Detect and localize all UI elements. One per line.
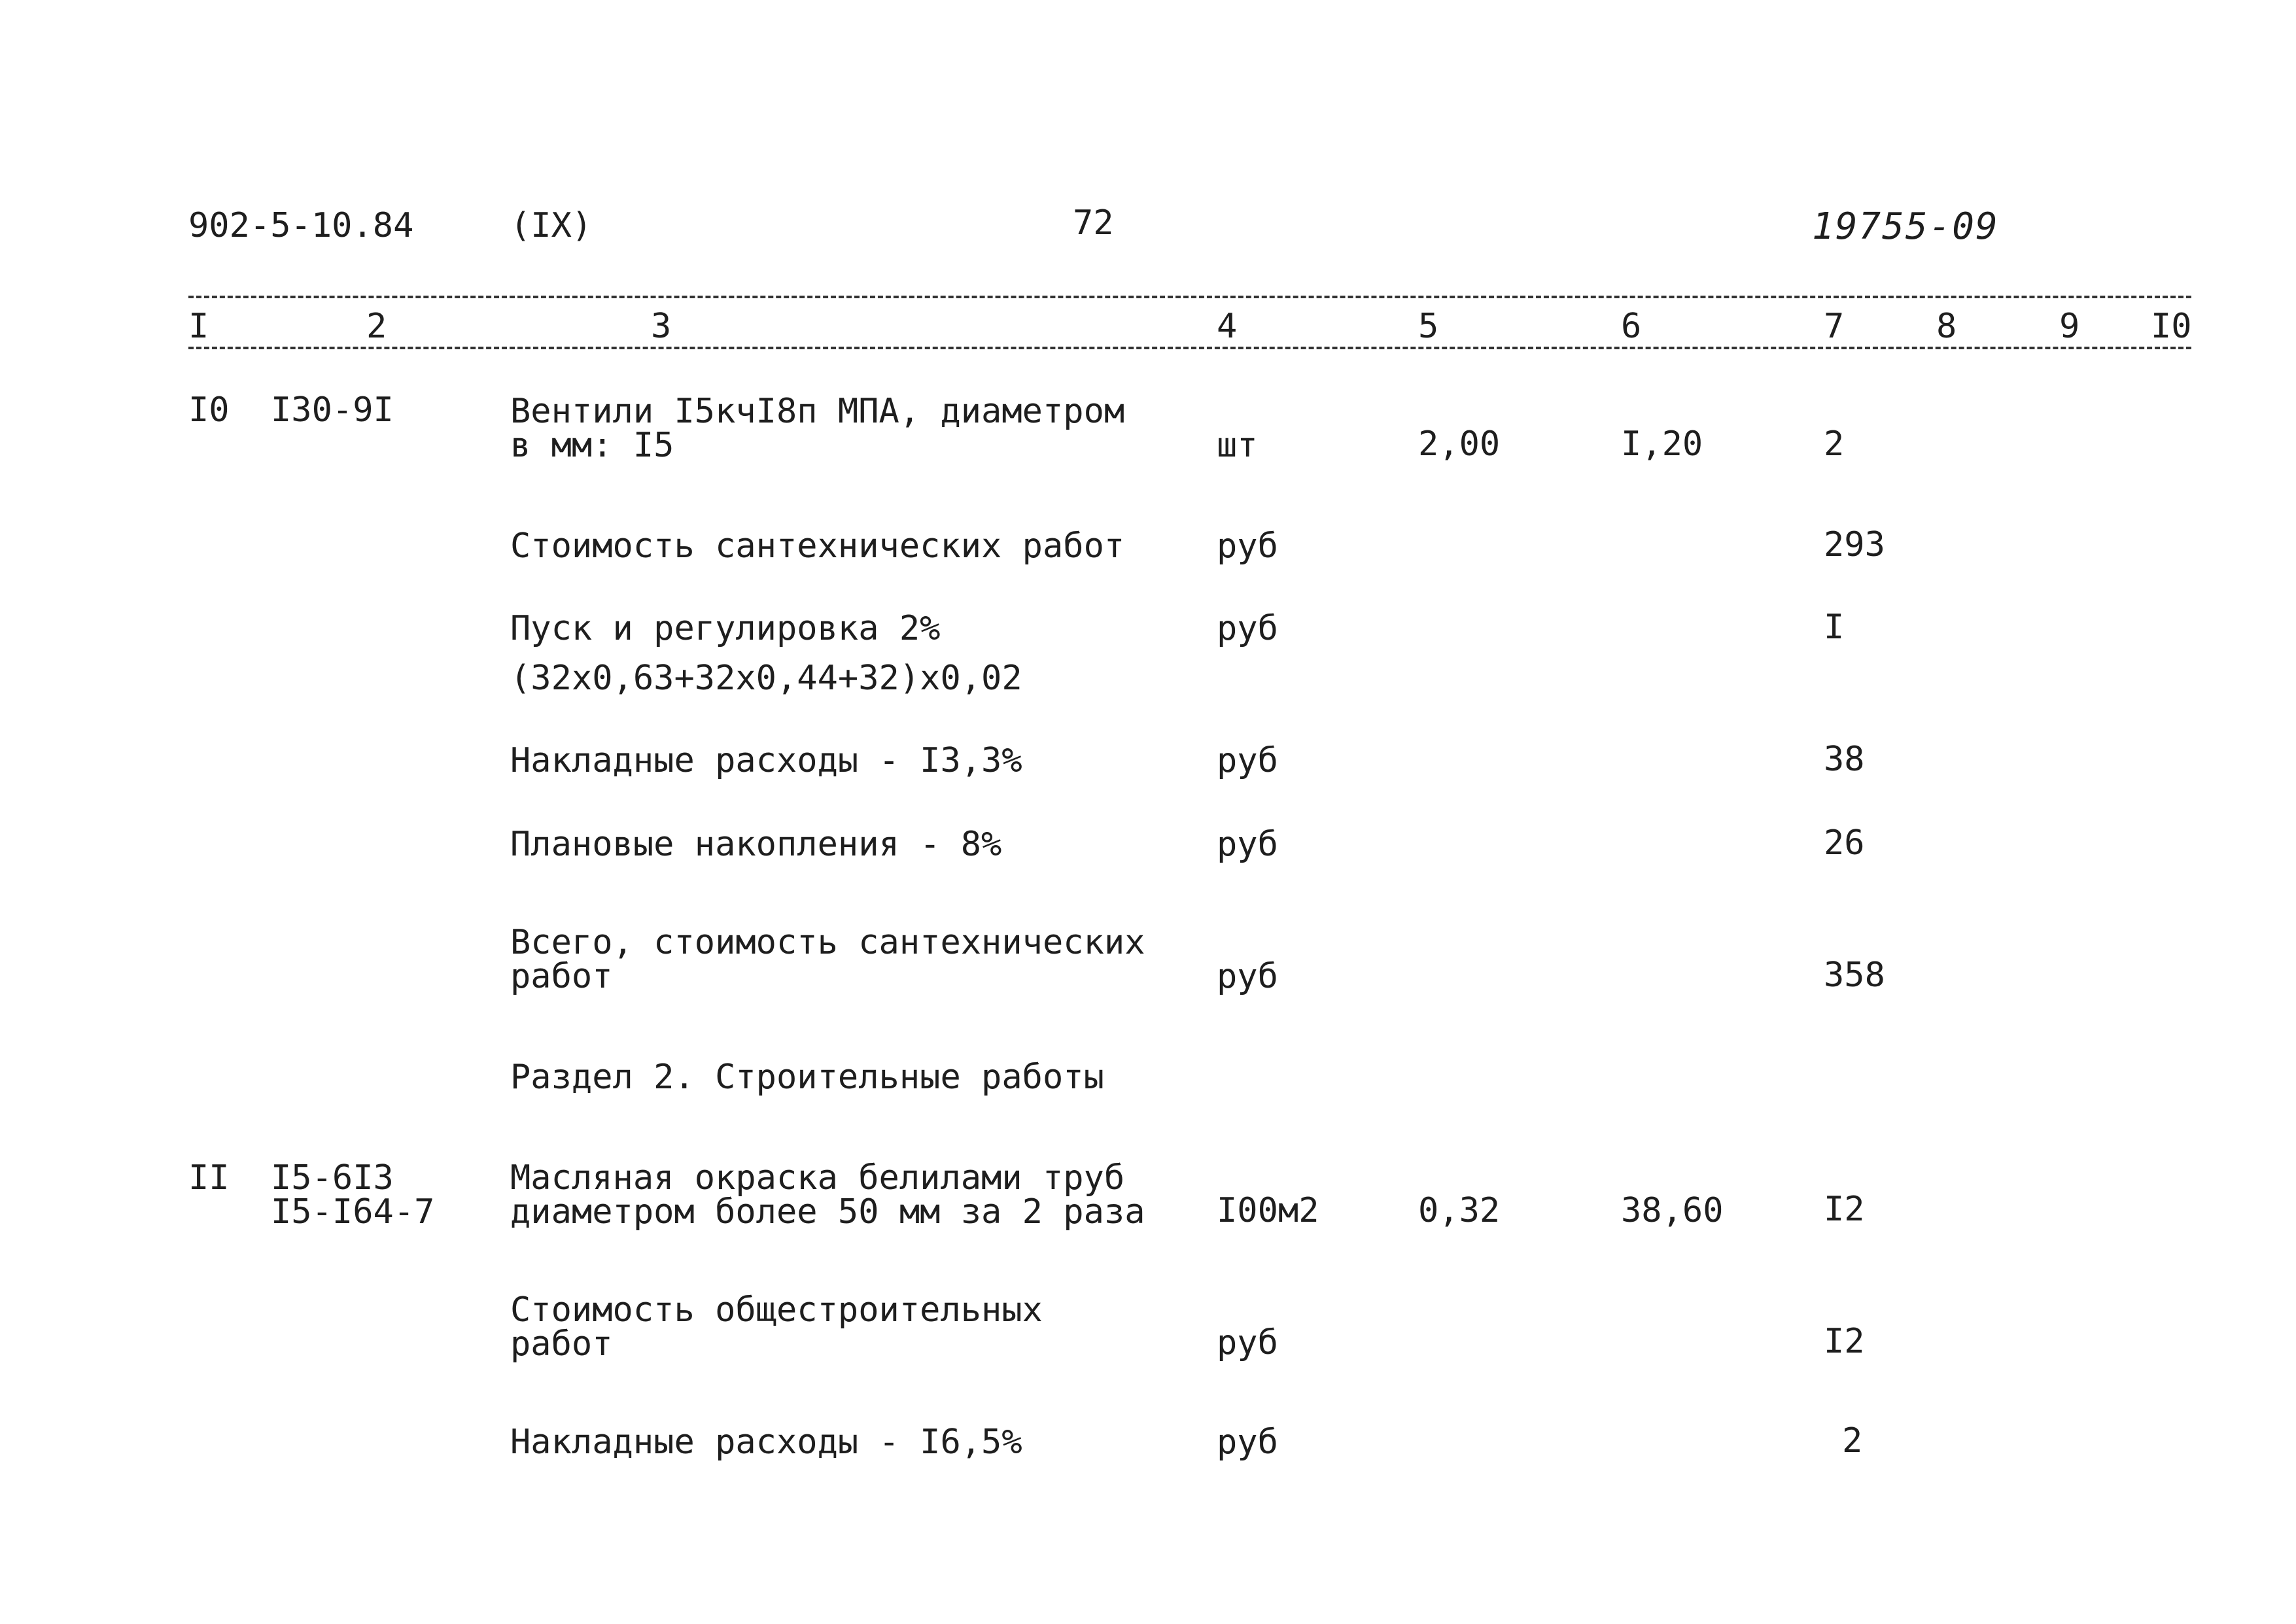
row-quantity: 2,00	[1418, 424, 1501, 464]
row-unit: руб	[1217, 1423, 1278, 1462]
row-name: Пуск и регулировка 2%	[510, 609, 941, 648]
col-header-9: 9	[2059, 307, 2080, 346]
row-name: Накладные расходы - I6,5%	[510, 1423, 1022, 1462]
row-unit-price: 38,60	[1621, 1191, 1724, 1230]
col-header-10: I0	[2151, 307, 2192, 346]
col-header-2: 2	[366, 307, 387, 346]
row-unit: руб	[1217, 1323, 1278, 1362]
row-name-cont: диаметром более 50 мм за 2 раза	[510, 1192, 1145, 1232]
archive-number: 19755-09	[1812, 205, 1999, 248]
row-total: 26	[1824, 823, 1865, 863]
col-header-7: 7	[1824, 307, 1845, 346]
col-header-8: 8	[1936, 307, 1957, 346]
row-total: I2	[1824, 1190, 1865, 1229]
row-unit: руб	[1217, 957, 1278, 996]
row-unit: I00м2	[1217, 1191, 1319, 1230]
section-label: (IX)	[510, 206, 593, 245]
row-total: I	[1824, 608, 1845, 647]
row-name: Плановые накопления - 8%	[510, 825, 1002, 864]
row-unit: шт	[1217, 426, 1258, 465]
row-unit: руб	[1217, 825, 1278, 864]
row-total: 38	[1824, 740, 1865, 779]
row-name: Накладные расходы - I3,3%	[510, 741, 1022, 780]
col-header-1: I	[188, 307, 209, 346]
row-name: Стоимость сантехнических работ	[510, 527, 1125, 566]
row-number: II	[188, 1158, 230, 1198]
row-code: I5-6I3	[271, 1158, 394, 1198]
header-top-rule	[188, 296, 2191, 298]
row-name-cont: (32х0,63+32х0,44+32)х0,02	[510, 659, 1022, 698]
row-name: Стоимость общестроительных	[510, 1290, 1043, 1330]
row-name-cont: работ	[510, 957, 613, 996]
row-total: 2	[1824, 424, 1845, 464]
row-name-cont: в мм: I5	[510, 426, 674, 465]
page-number: 72	[1073, 203, 1114, 243]
row-total: 2	[1842, 1421, 1863, 1460]
header-bottom-rule	[188, 347, 2191, 349]
row-number: I0	[188, 390, 230, 430]
row-code-cont: I5-I64-7	[271, 1192, 435, 1232]
row-unit-price: I,20	[1621, 424, 1703, 464]
section-heading: Раздел 2. Строительные работы	[510, 1058, 1104, 1097]
row-code: I30-9I	[271, 390, 394, 430]
row-unit: руб	[1217, 527, 1278, 566]
row-name: Всего, стоимость сантехнических	[510, 923, 1145, 962]
row-total: 358	[1824, 956, 1885, 995]
col-header-3: 3	[651, 307, 672, 346]
row-name: Масляная окраска белилами труб	[510, 1158, 1125, 1198]
col-header-5: 5	[1418, 307, 1439, 346]
row-total: I2	[1824, 1322, 1865, 1361]
row-total: 293	[1824, 525, 1885, 564]
col-header-6: 6	[1621, 307, 1642, 346]
row-name: Вентили I5кчI8п МПА, диаметром	[510, 392, 1125, 431]
row-name-cont: работ	[510, 1324, 613, 1364]
row-unit: руб	[1217, 741, 1278, 780]
col-header-4: 4	[1217, 307, 1238, 346]
row-unit: руб	[1217, 609, 1278, 648]
doc-code: 902-5-10.84	[188, 206, 414, 245]
row-quantity: 0,32	[1418, 1191, 1501, 1230]
